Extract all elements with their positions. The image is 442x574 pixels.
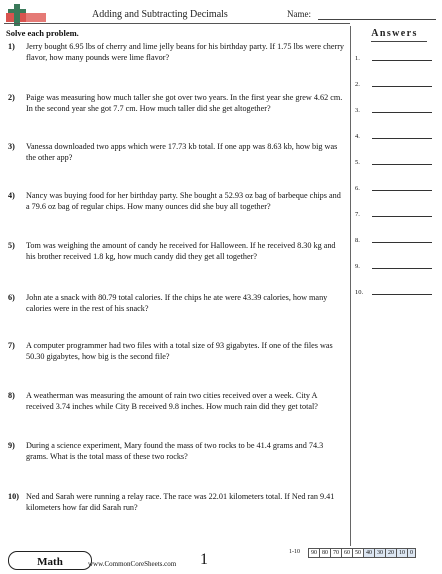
question-5: [8, 240, 346, 262]
question-6: [8, 292, 346, 314]
question-number: 7): [8, 341, 15, 350]
question-number: 5): [8, 241, 15, 250]
answer-number: 2.: [355, 81, 360, 88]
question-9: [8, 440, 346, 462]
question-text: A computer programmer had two files with a total size of 93 gigabytes. If one of the files was 50.30 gigabytes, how big is the second file?: [26, 341, 333, 362]
answer-number: 4.: [355, 133, 360, 140]
answer-field-3[interactable]: [372, 112, 432, 113]
answer-field-9[interactable]: [372, 268, 432, 269]
answer-field-1[interactable]: [372, 60, 432, 61]
question-number: 3): [8, 142, 15, 151]
score-cell: 10: [397, 549, 408, 558]
question-number: 4): [8, 191, 15, 200]
question-number: 6): [8, 293, 15, 302]
answers-heading: Answers: [371, 28, 418, 39]
score-cell: 50: [353, 549, 364, 558]
score-cell: 60: [342, 549, 353, 558]
name-field[interactable]: [318, 19, 436, 20]
question-text: Tom was weighing the amount of candy he received for Halloween. If he received 8.30 kg and his brother received 1.8 kg, how much candy did they get all together?: [26, 241, 336, 262]
answers-heading-underline: [371, 41, 427, 42]
question-text: Nancy was buying food for her birthday party. She bought a 52.93 oz bag of barbeque chips and a 79.6 oz bag of regular chips. How many ounces did she buy all together?: [26, 191, 341, 212]
answer-number: 3.: [355, 107, 360, 114]
header-divider: [4, 23, 350, 24]
answer-number: 8.: [355, 237, 360, 244]
question-7: [8, 340, 346, 362]
answer-field-4[interactable]: [372, 138, 432, 139]
answer-field-7[interactable]: [372, 216, 432, 217]
question-4: [8, 190, 346, 212]
question-number: 10): [8, 492, 19, 501]
answer-row-2: [355, 76, 435, 88]
answer-number: 6.: [355, 185, 360, 192]
subject-badge: [8, 551, 92, 570]
answer-field-10[interactable]: [372, 294, 432, 295]
worksheet-title: Adding and Subtracting Decimals: [92, 9, 228, 20]
answer-row-4: [355, 128, 435, 140]
answer-number: 9.: [355, 263, 360, 270]
answer-row-5: [355, 154, 435, 166]
answer-row-7: [355, 206, 435, 218]
question-number: 8): [8, 391, 15, 400]
question-number: 1): [8, 42, 15, 51]
answers-panel: [353, 26, 436, 546]
question-text: Jerry bought 6.95 lbs of cherry and lime jelly beans for his birthday party. If 1.75 lbs were cherry flavor, how many pounds were lime flavor?: [26, 42, 345, 63]
worksheet-footer: [4, 548, 438, 570]
score-table: [308, 548, 416, 558]
site-url: www.CommonCoreSheets.com: [88, 560, 177, 568]
answer-number: 10.: [355, 289, 364, 296]
question-1: [8, 41, 346, 63]
score-cell: 0: [408, 549, 416, 558]
answer-field-6[interactable]: [372, 190, 432, 191]
question-text: Vanessa downloaded two apps which were 17.73 kb total. If one app was 8.63 kb, how big was the other app?: [26, 142, 338, 163]
name-label: Name:: [287, 9, 311, 19]
answer-number: 5.: [355, 159, 360, 166]
answers-column-divider: [350, 26, 351, 546]
score-cell: 40: [364, 549, 375, 558]
question-10: [8, 491, 346, 513]
question-3: [8, 141, 346, 163]
answer-field-5[interactable]: [372, 164, 432, 165]
question-2: [8, 92, 346, 114]
answer-row-1: [355, 50, 435, 62]
score-cell: 80: [320, 549, 331, 558]
answer-row-8: [355, 232, 435, 244]
question-number: 2): [8, 93, 15, 102]
answer-number: 1.: [355, 55, 360, 62]
answer-row-9: [355, 258, 435, 270]
question-text: Ned and Sarah were running a relay race. The race was 22.01 kilometers total. If Ned ran 9.41 kilometers how far did Sarah run?: [26, 492, 335, 513]
question-number: 9): [8, 441, 15, 450]
subject-label: Math: [37, 556, 63, 568]
answer-field-2[interactable]: [372, 86, 432, 87]
question-text: A weatherman was measuring the amount of rain two cities received over a week. City A received 3.74 inches while City B received 9.8 inches. How much rain did they get total?: [26, 391, 318, 412]
question-8: [8, 390, 346, 412]
question-text: Paige was measuring how much taller she got over two years. In the first year she grew 4.62 cm. In the second year she got 7.7 cm. How much taller did she get altogether?: [26, 93, 343, 114]
question-text: John ate a snack with 80.79 total calories. If the chips he ate were 43.39 calories, how many calories were in the rest of his snack?: [26, 293, 328, 314]
score-cell: 90: [309, 549, 320, 558]
answer-number: 7.: [355, 211, 360, 218]
page-number: 1: [200, 551, 208, 568]
answer-row-3: [355, 102, 435, 114]
score-cell: 30: [375, 549, 386, 558]
score-cell: 70: [331, 549, 342, 558]
score-cell: 20: [386, 549, 397, 558]
answer-row-6: [355, 180, 435, 192]
instructions: Solve each problem.: [6, 28, 79, 38]
answer-field-8[interactable]: [372, 242, 432, 243]
question-text: During a science experiment, Mary found the mass of two rocks to be 41.4 grams and 74.3 grams. What is the total mass of these two rocks?: [26, 441, 324, 462]
answer-row-10: [355, 284, 435, 296]
score-range-label: 1-10: [289, 549, 300, 555]
